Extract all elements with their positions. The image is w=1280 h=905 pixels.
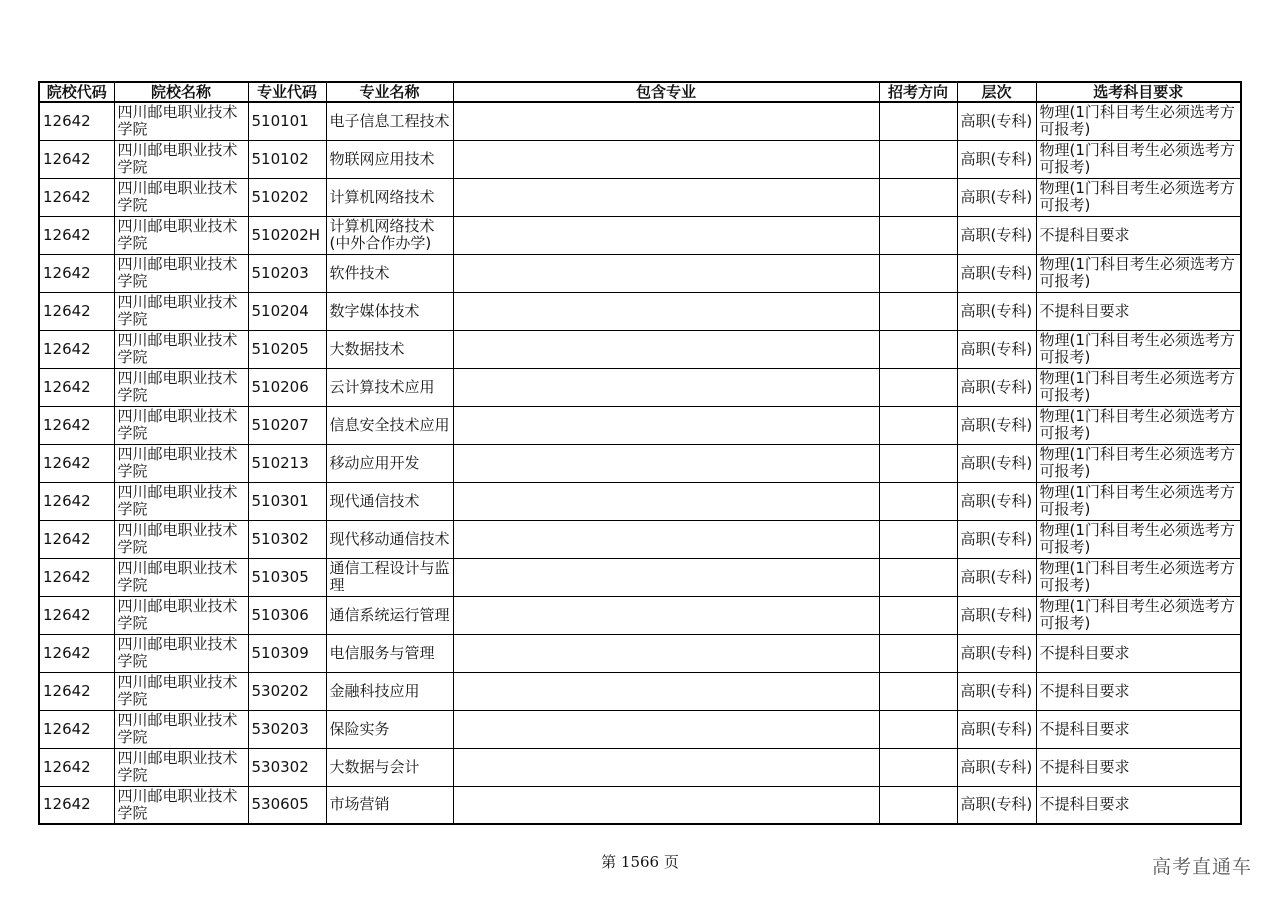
cell-direction [879, 216, 957, 254]
cell-included-majors [453, 786, 879, 824]
cell-school-code: 12642 [39, 786, 114, 824]
cell-school-name: 四川邮电职业技术学院 [114, 102, 248, 140]
page-number: 第 1566 页 [601, 853, 679, 871]
cell-included-majors [453, 596, 879, 634]
header-major-name: 专业名称 [326, 82, 453, 102]
cell-major-code: 510203 [248, 254, 326, 292]
cell-major-code: 510204 [248, 292, 326, 330]
cell-school-name: 四川邮电职业技术学院 [114, 444, 248, 482]
cell-school-code: 12642 [39, 216, 114, 254]
cell-included-majors [453, 558, 879, 596]
table-row [39, 558, 1241, 596]
cell-major-name: 金融科技应用 [326, 672, 453, 710]
cell-requirement: 不提科目要求 [1036, 710, 1241, 748]
table-row [39, 178, 1241, 216]
cell-school-name: 四川邮电职业技术学院 [114, 216, 248, 254]
cell-requirement: 不提科目要求 [1036, 748, 1241, 786]
cell-school-name: 四川邮电职业技术学院 [114, 140, 248, 178]
table-row [39, 596, 1241, 634]
header-requirement: 选考科目要求 [1036, 82, 1241, 102]
cell-level: 高职(专科) [957, 102, 1036, 140]
cell-level: 高职(专科) [957, 634, 1036, 672]
cell-school-code: 12642 [39, 444, 114, 482]
header-included-majors: 包含专业 [453, 82, 879, 102]
table-row [39, 672, 1241, 710]
cell-school-name: 四川邮电职业技术学院 [114, 178, 248, 216]
cell-requirement: 物理(1门科目考生必须选考方可报考) [1036, 330, 1241, 368]
cell-level: 高职(专科) [957, 520, 1036, 558]
cell-school-name: 四川邮电职业技术学院 [114, 482, 248, 520]
cell-direction [879, 748, 957, 786]
cell-school-code: 12642 [39, 558, 114, 596]
cell-major-code: 510309 [248, 634, 326, 672]
cell-school-code: 12642 [39, 596, 114, 634]
table-row [39, 482, 1241, 520]
cell-major-name: 现代通信技术 [326, 482, 453, 520]
cell-included-majors [453, 254, 879, 292]
cell-direction [879, 406, 957, 444]
cell-direction [879, 178, 957, 216]
cell-major-name: 大数据技术 [326, 330, 453, 368]
cell-requirement: 物理(1门科目考生必须选考方可报考) [1036, 406, 1241, 444]
table-row [39, 140, 1241, 178]
cell-major-name: 通信系统运行管理 [326, 596, 453, 634]
cell-included-majors [453, 102, 879, 140]
cell-included-majors [453, 672, 879, 710]
cell-included-majors [453, 748, 879, 786]
cell-major-name: 电子信息工程技术 [326, 102, 453, 140]
cell-requirement: 物理(1门科目考生必须选考方可报考) [1036, 558, 1241, 596]
cell-major-name: 移动应用开发 [326, 444, 453, 482]
cell-school-name: 四川邮电职业技术学院 [114, 596, 248, 634]
cell-school-code: 12642 [39, 292, 114, 330]
cell-direction [879, 330, 957, 368]
cell-major-name: 通信工程设计与监理 [326, 558, 453, 596]
cell-school-name: 四川邮电职业技术学院 [114, 710, 248, 748]
cell-major-code: 510213 [248, 444, 326, 482]
cell-level: 高职(专科) [957, 406, 1036, 444]
cell-major-code: 510102 [248, 140, 326, 178]
cell-major-name: 保险实务 [326, 710, 453, 748]
cell-major-code: 510301 [248, 482, 326, 520]
table-row [39, 748, 1241, 786]
cell-school-name: 四川邮电职业技术学院 [114, 406, 248, 444]
cell-school-code: 12642 [39, 140, 114, 178]
cell-included-majors [453, 634, 879, 672]
cell-school-name: 四川邮电职业技术学院 [114, 292, 248, 330]
cell-school-code: 12642 [39, 406, 114, 444]
cell-requirement: 不提科目要求 [1036, 292, 1241, 330]
cell-requirement: 不提科目要求 [1036, 786, 1241, 824]
watermark: 高考直通车 [1151, 856, 1252, 878]
cell-requirement: 物理(1门科目考生必须选考方可报考) [1036, 140, 1241, 178]
cell-included-majors [453, 520, 879, 558]
header-direction: 招考方向 [879, 82, 957, 102]
cell-level: 高职(专科) [957, 748, 1036, 786]
table-row [39, 330, 1241, 368]
cell-level: 高职(专科) [957, 710, 1036, 748]
table-body [39, 102, 1241, 824]
cell-direction [879, 786, 957, 824]
table-header [39, 82, 1241, 102]
cell-direction [879, 368, 957, 406]
cell-direction [879, 710, 957, 748]
cell-direction [879, 558, 957, 596]
cell-direction [879, 482, 957, 520]
cell-school-name: 四川邮电职业技术学院 [114, 330, 248, 368]
table-row [39, 368, 1241, 406]
cell-major-code: 530302 [248, 748, 326, 786]
cell-level: 高职(专科) [957, 216, 1036, 254]
cell-level: 高职(专科) [957, 444, 1036, 482]
admission-table [38, 81, 1242, 825]
cell-direction [879, 102, 957, 140]
cell-level: 高职(专科) [957, 292, 1036, 330]
cell-included-majors [453, 444, 879, 482]
cell-school-name: 四川邮电职业技术学院 [114, 368, 248, 406]
cell-major-name: 数字媒体技术 [326, 292, 453, 330]
cell-level: 高职(专科) [957, 368, 1036, 406]
cell-school-name: 四川邮电职业技术学院 [114, 254, 248, 292]
cell-school-code: 12642 [39, 634, 114, 672]
cell-requirement: 物理(1门科目考生必须选考方可报考) [1036, 254, 1241, 292]
table-row [39, 406, 1241, 444]
table-row [39, 216, 1241, 254]
cell-level: 高职(专科) [957, 254, 1036, 292]
cell-major-name: 物联网应用技术 [326, 140, 453, 178]
cell-major-name: 市场营销 [326, 786, 453, 824]
cell-major-code: 510202 [248, 178, 326, 216]
cell-major-code: 530203 [248, 710, 326, 748]
cell-major-name: 信息安全技术应用 [326, 406, 453, 444]
cell-school-name: 四川邮电职业技术学院 [114, 558, 248, 596]
header-major-code: 专业代码 [248, 82, 326, 102]
cell-school-code: 12642 [39, 710, 114, 748]
cell-major-name: 现代移动通信技术 [326, 520, 453, 558]
cell-level: 高职(专科) [957, 140, 1036, 178]
cell-major-name: 电信服务与管理 [326, 634, 453, 672]
cell-major-code: 510305 [248, 558, 326, 596]
header-school-name: 院校名称 [114, 82, 248, 102]
cell-major-code: 510205 [248, 330, 326, 368]
header-level: 层次 [957, 82, 1036, 102]
cell-requirement: 不提科目要求 [1036, 216, 1241, 254]
cell-included-majors [453, 216, 879, 254]
header-row [39, 82, 1241, 102]
cell-level: 高职(专科) [957, 786, 1036, 824]
cell-direction [879, 634, 957, 672]
cell-direction [879, 292, 957, 330]
cell-major-code: 530202 [248, 672, 326, 710]
cell-major-name: 计算机网络技术 [326, 178, 453, 216]
cell-major-name: 云计算技术应用 [326, 368, 453, 406]
cell-school-name: 四川邮电职业技术学院 [114, 786, 248, 824]
cell-major-name: 软件技术 [326, 254, 453, 292]
cell-requirement: 不提科目要求 [1036, 672, 1241, 710]
cell-level: 高职(专科) [957, 482, 1036, 520]
cell-major-code: 510101 [248, 102, 326, 140]
cell-included-majors [453, 292, 879, 330]
cell-requirement: 物理(1门科目考生必须选考方可报考) [1036, 482, 1241, 520]
table-row [39, 710, 1241, 748]
cell-direction [879, 444, 957, 482]
cell-school-code: 12642 [39, 520, 114, 558]
cell-major-code: 510302 [248, 520, 326, 558]
table-row [39, 520, 1241, 558]
cell-school-name: 四川邮电职业技术学院 [114, 672, 248, 710]
cell-requirement: 物理(1门科目考生必须选考方可报考) [1036, 596, 1241, 634]
table-row [39, 634, 1241, 672]
cell-major-name: 大数据与会计 [326, 748, 453, 786]
cell-level: 高职(专科) [957, 558, 1036, 596]
table-row [39, 254, 1241, 292]
cell-requirement: 物理(1门科目考生必须选考方可报考) [1036, 178, 1241, 216]
cell-direction [879, 140, 957, 178]
cell-level: 高职(专科) [957, 330, 1036, 368]
cell-requirement: 不提科目要求 [1036, 634, 1241, 672]
cell-school-code: 12642 [39, 748, 114, 786]
cell-included-majors [453, 482, 879, 520]
table-row [39, 102, 1241, 140]
cell-major-code: 510207 [248, 406, 326, 444]
table-row [39, 786, 1241, 824]
cell-school-code: 12642 [39, 672, 114, 710]
cell-level: 高职(专科) [957, 596, 1036, 634]
table-row [39, 292, 1241, 330]
cell-included-majors [453, 406, 879, 444]
cell-level: 高职(专科) [957, 672, 1036, 710]
cell-school-code: 12642 [39, 102, 114, 140]
cell-requirement: 物理(1门科目考生必须选考方可报考) [1036, 520, 1241, 558]
cell-included-majors [453, 710, 879, 748]
cell-requirement: 物理(1门科目考生必须选考方可报考) [1036, 102, 1241, 140]
cell-direction [879, 520, 957, 558]
cell-school-code: 12642 [39, 330, 114, 368]
cell-school-code: 12642 [39, 254, 114, 292]
cell-major-code: 510206 [248, 368, 326, 406]
cell-major-code: 510202H [248, 216, 326, 254]
cell-requirement: 物理(1门科目考生必须选考方可报考) [1036, 444, 1241, 482]
cell-school-name: 四川邮电职业技术学院 [114, 634, 248, 672]
cell-major-name: 计算机网络技术(中外合作办学) [326, 216, 453, 254]
cell-direction [879, 254, 957, 292]
cell-major-code: 530605 [248, 786, 326, 824]
cell-requirement: 物理(1门科目考生必须选考方可报考) [1036, 368, 1241, 406]
cell-school-code: 12642 [39, 368, 114, 406]
cell-school-name: 四川邮电职业技术学院 [114, 748, 248, 786]
cell-included-majors [453, 178, 879, 216]
table-row [39, 444, 1241, 482]
cell-direction [879, 672, 957, 710]
cell-included-majors [453, 140, 879, 178]
cell-level: 高职(专科) [957, 178, 1036, 216]
cell-major-code: 510306 [248, 596, 326, 634]
cell-included-majors [453, 330, 879, 368]
cell-school-code: 12642 [39, 178, 114, 216]
cell-school-name: 四川邮电职业技术学院 [114, 520, 248, 558]
header-school-code: 院校代码 [39, 82, 114, 102]
cell-direction [879, 596, 957, 634]
cell-included-majors [453, 368, 879, 406]
cell-school-code: 12642 [39, 482, 114, 520]
